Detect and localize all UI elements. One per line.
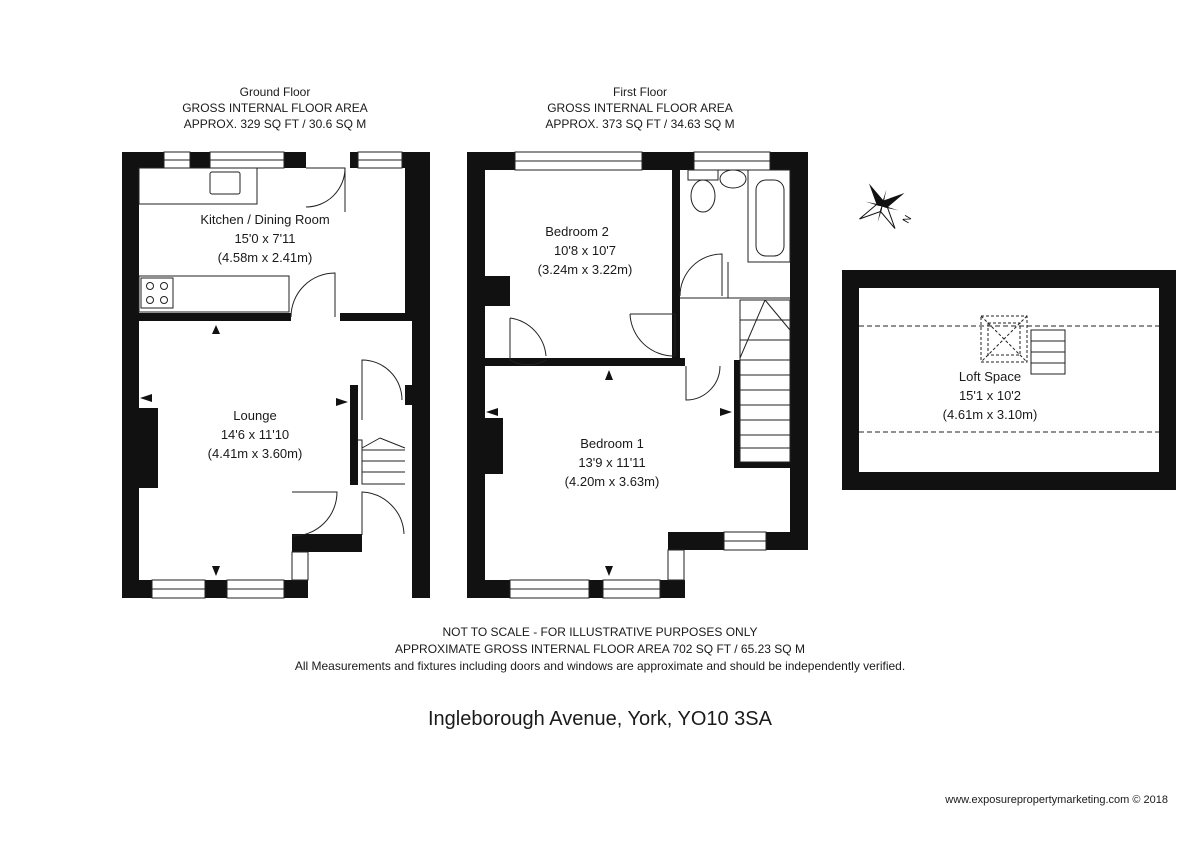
kitchen-metric: (4.58m x 2.41m) (217, 250, 313, 265)
bedroom-1-imperial: 13'9 x 11'11 (578, 455, 646, 470)
disclaimer-line-1: NOT TO SCALE - FOR ILLUSTRATIVE PURPOSES ONLY (442, 625, 758, 639)
lounge-imperial: 14'6 x 11'10 (220, 427, 290, 442)
bedroom-1-metric: (4.20m x 3.63m) (564, 474, 660, 489)
bedroom-2-imperial: 10'8 x 10'7 (553, 243, 617, 258)
first-floor-area: APPROX. 373 SQ FT / 34.63 SQ M (545, 117, 735, 131)
ground-floor-area: APPROX. 329 SQ FT / 30.6 SQ M (183, 117, 367, 131)
ground-floor-title: Ground Floor (239, 85, 311, 99)
credit-link[interactable]: www.exposurepropertymarketing.com © 2018 (945, 794, 1168, 806)
loft-imperial: 15'1 x 10'2 (958, 388, 1022, 403)
bedroom-2-metric: (3.24m x 3.22m) (537, 262, 633, 277)
loft-plan (842, 270, 1176, 490)
kitchen-imperial: 15'0 x 7'11 (234, 231, 296, 246)
lounge-metric: (4.41m x 3.60m) (207, 446, 303, 461)
first-floor-fittings (510, 170, 790, 462)
disclaimer (200, 624, 1000, 675)
bedroom-1-name: Bedroom 1 (580, 436, 644, 451)
first-floor-windows (510, 152, 770, 598)
kitchen-name: Kitchen / Dining Room (200, 212, 330, 227)
first-floor-plan (467, 152, 808, 598)
property-address: Ingleborough Avenue, York, YO10 3SA (428, 708, 772, 730)
first-floor-title: First Floor (613, 85, 667, 99)
disclaimer-line-2: APPROXIMATE GROSS INTERNAL FLOOR AREA 702 SQ FT / 65.23 SQ M (395, 642, 805, 656)
loft-name: Loft Space (958, 369, 1022, 384)
compass-north-label: N (901, 213, 915, 226)
lounge-name: Lounge (233, 408, 277, 423)
ground-floor-plan (122, 152, 430, 598)
disclaimer-line-3: All Measurements and fixtures including doors and windows are approximate and should be independently verified. (294, 659, 906, 673)
first-floor-area-heading: GROSS INTERNAL FLOOR AREA (547, 101, 733, 115)
ground-floor-area-heading: GROSS INTERNAL FLOOR AREA (182, 101, 368, 115)
bedroom-2-name: Bedroom 2 (545, 224, 609, 239)
loft-metric: (4.61m x 3.10m) (942, 407, 1038, 422)
compass-icon (846, 170, 917, 241)
